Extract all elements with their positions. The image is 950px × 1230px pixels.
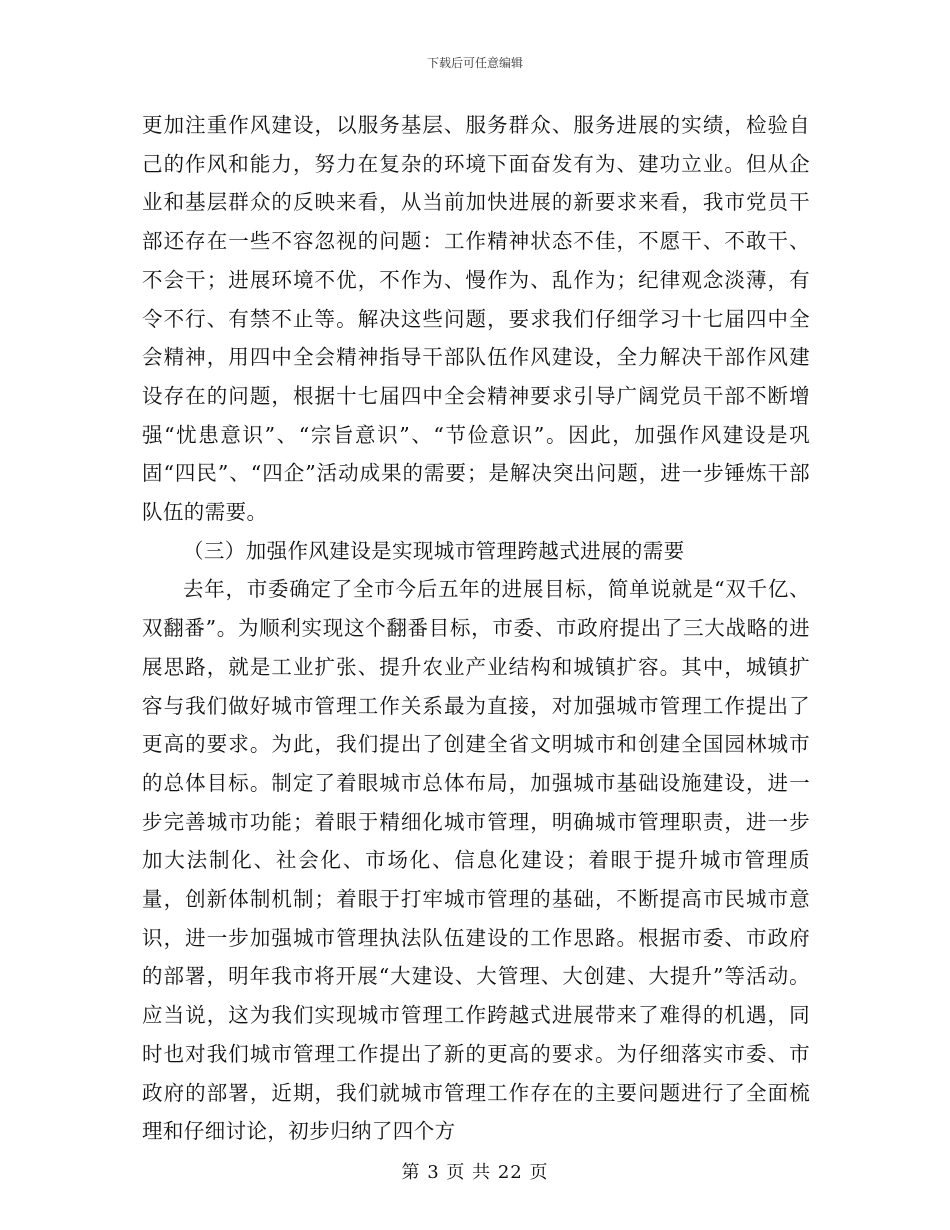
page-header: 下载后可任意编辑 <box>426 56 523 70</box>
paragraph-continuation: 更加注重作风建设，以服务基层、服务群众、服务进展的实绩，检验自己的作风和能力，努力在复杂的环境下面奋发有为、建功立业。但从企业和基层群众的反映来看，从当前加快进展的新要求来看，我市党员干部还存在一些不容忽视的问题：工作精神状态不佳，不愿干、不敢干、不会干；进展环境不优，不作为、慢作为、乱作为；纪律观念淡薄，有令不行、有禁不止等。解决这些问题，要求我们仔细学习十七届四中全会精神，用四中全会精神指导干部队伍作风建设，全力解决干部作风建设存在的问题，根据十七届四中全会精神要求引导广阔党员干部不断增强“忧患意识”、“宗旨意识”、“节俭意识”。因此，加强作风建设是巩固“四民”、“四企”活动成果的需要；是解决突出问题，进一步锤炼干部队伍的需要。 <box>142 113 810 525</box>
page-number: 第 3 页 共 22 页 <box>401 1162 549 1183</box>
paragraph: 去年，市委确定了全市今后五年的进展目标，简单说就是“双千亿、双翻番”。为顺利实现这个翻番目标，市委、市政府提出了三大战略的进展思路，就是工业扩张、提升农业产业结构和城镇扩容。其中，城镇扩容与我们做好城市管理工作关系最为直接，对加强城市管理工作提出了更高的要求。为此，我们提出了创建全省文明城市和创建全国园林城市的总体目标。制定了着眼城市总体布局，加强城市基础设施建设，进一步完善城市功能；着眼于精细化城市管理，明确城市管理职责，进一步加大法制化、社会化、市场化、信息化建设；着眼于提升城市管理质量，创新体制机制；着眼于打牢城市管理的基础，不断提高市民城市意识，进一步加强城市管理执法队伍建设的工作思路。根据市委、市政府的部署，明年我市将开展“大建设、大管理、大创建、大提升”等活动。应当说，这为我们实现城市管理工作跨越式进展带来了难得的机遇，同时也对我们城市管理工作提出了新的更高的要求。为仔细落实市委、市政府的部署，近期，我们就城市管理工作存在的主要问题进行了全面梳理和仔细讨论，初步归纳了四个方 <box>142 577 810 1144</box>
section-heading: （三）加强作风建设是实现城市管理跨越式进展的需要 <box>183 538 685 563</box>
body-text <box>142 106 810 1151</box>
